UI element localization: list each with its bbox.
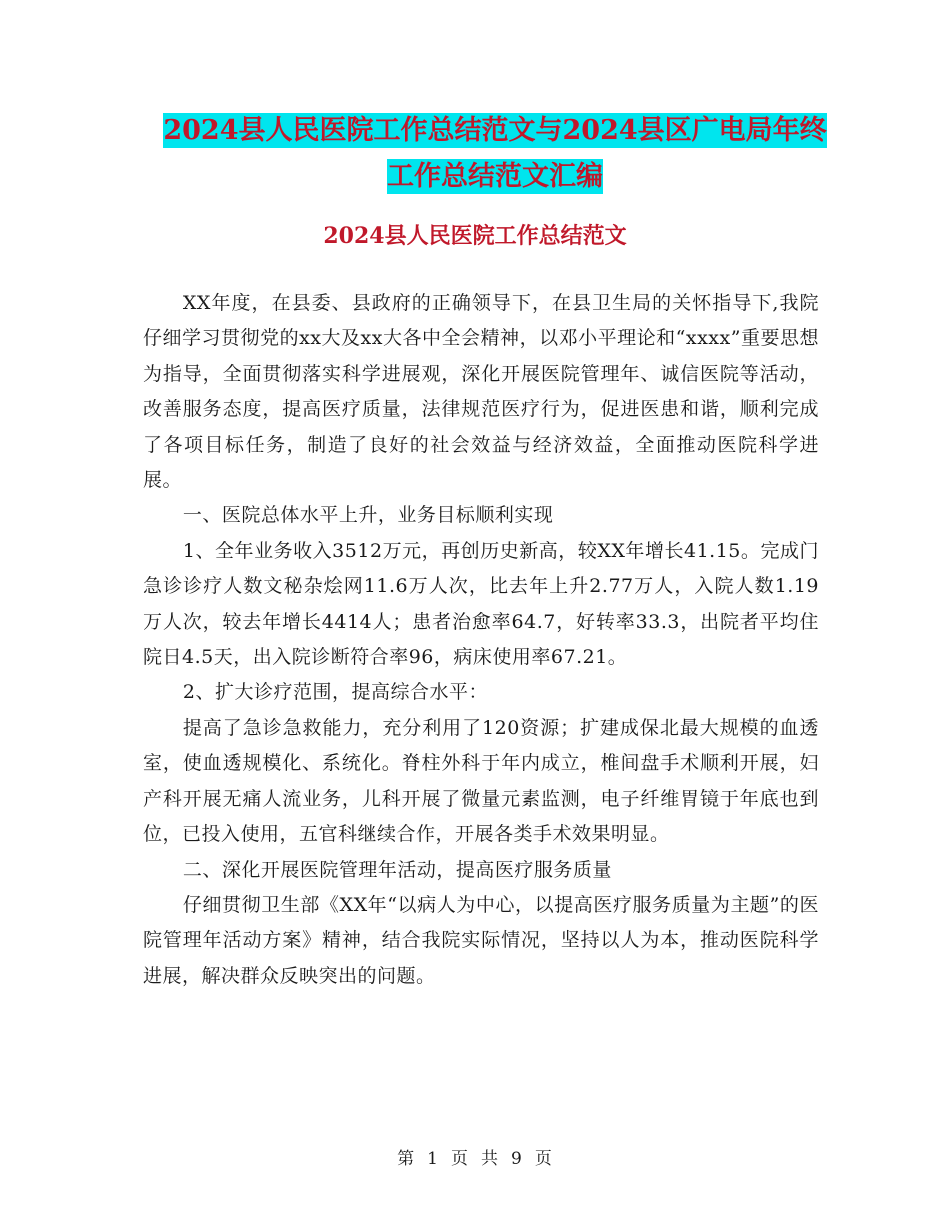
heading-subsection-2: 2、扩大诊疗范围，提高综合水平：	[182, 681, 488, 704]
heading-section-1: 一、医院总体水平上升，业务目标顺利实现	[182, 504, 554, 527]
page-footer	[0, 1147, 950, 1171]
document-title-line-2: 工作总结范文汇编	[387, 161, 603, 192]
footer-page-label: 第	[397, 1149, 416, 1169]
heading-section-2: 二、深化开展医院管理年活动，提高医疗服务质量	[182, 858, 612, 881]
paragraph-business-stats: 1、全年业务收入3512万元，再创历史新高，较XX年增长41.15。完成门急诊诊疗人数文秘杂烩网11.6万人次，比去年上升2.77万人，入院人数1.19万人次，较去年增长4414人；患者治愈率64.7，好转率33.3，出院者平均住院日4.5天，出入院诊断符合率96，病床使用率67.21。	[143, 539, 819, 669]
footer-page-unit: 页	[451, 1149, 469, 1169]
footer-total-unit: 页	[534, 1149, 553, 1169]
footer-total-label: 共	[481, 1149, 499, 1169]
document-title	[140, 108, 850, 200]
document-body	[143, 286, 819, 994]
footer-page-number: 1	[427, 1149, 439, 1169]
footer-total-pages: 9	[511, 1149, 523, 1169]
paragraph-diagnosis-scope: 提高了急诊急救能力，充分利用了120资源；扩建成保北最大规模的血透室，使血透规模化、系统化。脊柱外科于年内成立，椎间盘手术顺利开展，妇产科开展无痛人流业务，儿科开展了微量元素监测，电子纤维胃镜于年底也到位，已投入使用，五官科继续合作，开展各类手术效果明显。	[143, 716, 819, 846]
paragraph-management-year: 仔细贯彻卫生部《XX年“以病人为中心，以提高医疗服务质量为主题”的医院管理年活动方案》精神，结合我院实际情况，坚持以人为本，推动医院科学进展，解决群众反映突出的问题。	[143, 893, 819, 987]
document-title-line-1: 2024县人民医院工作总结范文与2024县区广电局年终	[163, 115, 827, 146]
paragraph-intro: XX年度，在县委、县政府的正确领导下，在县卫生局的关怀指导下,我院仔细学习贯彻党的xx大及xx大各中全会精神，以邓小平理论和“xxxx”重要思想为指导，全面贯彻落实科学进展观，深化开展医院管理年、诚信医院等活动，改善服务态度，提高医疗质量，法律规范医疗行为，促进医患和谐，顺利完成了各项目标任务，制造了良好的社会效益与经济效益，全面推动医院科学进展。	[143, 292, 819, 492]
section-title: 2024县人民医院工作总结范文	[323, 223, 627, 249]
